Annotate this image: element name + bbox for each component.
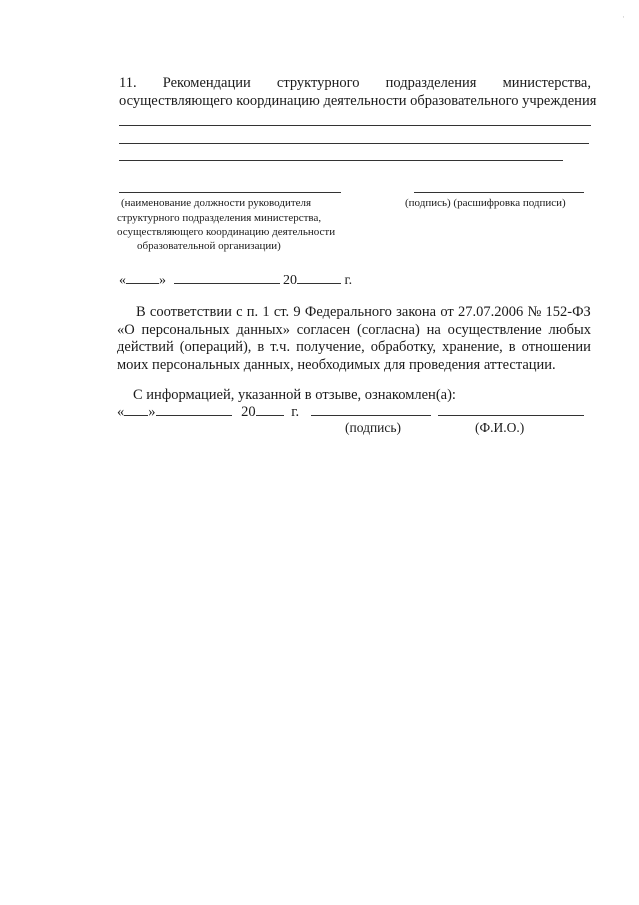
- consent-paragraph: [117, 304, 591, 374]
- consent-word: данных»: [236, 321, 290, 338]
- consent-word: получение,: [296, 339, 365, 355]
- position-caption-3: осуществляющего координацию деятельности: [117, 226, 336, 238]
- consent-word: соответствии: [149, 304, 232, 320]
- consent-word: ст.: [273, 304, 290, 320]
- consent-word: «О: [117, 321, 135, 338]
- consent-word: п.: [246, 304, 259, 320]
- position-caption-1: (наименование должности руководителя: [121, 197, 312, 209]
- date-line: [119, 271, 352, 289]
- consent-word: от: [440, 304, 454, 320]
- year-suffix: г.: [344, 273, 353, 288]
- recommendation-line-2[interactable]: [119, 143, 589, 144]
- ack-name-caption: (Ф.И.О.): [475, 420, 525, 435]
- ack-name-blank[interactable]: [438, 403, 584, 416]
- position-line[interactable]: [119, 192, 341, 193]
- ack-year-blank[interactable]: [256, 403, 284, 416]
- consent-word: закона: [396, 304, 437, 320]
- consent-word: №: [527, 304, 542, 320]
- consent-word: (операций),: [179, 339, 252, 355]
- section-11-heading-line2: осуществляющего координацию деятельности образовательного учреждения: [119, 93, 597, 109]
- open-quote: «: [117, 404, 125, 420]
- signature-line[interactable]: [414, 192, 584, 193]
- consent-word: отношении: [521, 339, 591, 355]
- position-caption-4: образовательной организации): [137, 240, 281, 252]
- consent-word: персональных: [141, 321, 230, 338]
- year-blank[interactable]: [297, 271, 341, 284]
- year-prefix: 20: [283, 273, 297, 288]
- position-caption-2: структурного подразделения министерства,: [117, 212, 322, 224]
- consent-word: хранение,: [442, 339, 503, 355]
- consent-word: 27.07.2006: [457, 304, 524, 320]
- close-quote: »: [148, 404, 156, 420]
- consent-word: согласен: [296, 321, 351, 338]
- consent-word: любых: [548, 321, 591, 338]
- heading-word: Рекомендации: [162, 75, 251, 91]
- consent-word: (согласна): [356, 321, 420, 338]
- consent-word: с: [236, 304, 243, 320]
- ack-sign-caption: (подпись): [345, 420, 402, 435]
- acknowledgment-text: С информацией, указанной в отзыве, ознакомлен(а):: [133, 387, 456, 403]
- heading-word: структурного: [276, 75, 360, 91]
- section-number: 11.: [119, 75, 137, 91]
- consent-word: обработку,: [370, 339, 437, 355]
- sign-caption: (подпись) (расшифровка подписи): [405, 197, 566, 209]
- consent-line-4: моих персональных данных, необходимых для проведения аттестации.: [117, 356, 556, 373]
- consent-word: 1: [262, 304, 270, 320]
- consent-word: действий: [117, 339, 174, 355]
- consent-word: 152-ФЗ: [545, 304, 591, 320]
- heading-word: подразделения: [385, 75, 477, 91]
- consent-line-2: [117, 322, 591, 340]
- consent-word: в: [508, 339, 516, 355]
- recommendation-line-3[interactable]: [119, 160, 563, 161]
- ack-year-suffix: г.: [291, 404, 300, 420]
- consent-line-3: [117, 339, 591, 357]
- consent-word: Федерального: [304, 304, 392, 320]
- consent-word: в: [257, 339, 265, 355]
- ack-year-prefix: 20: [241, 404, 256, 420]
- heading-word: министерства,: [502, 75, 591, 91]
- month-blank[interactable]: [174, 271, 280, 284]
- ack-date-line: [117, 403, 584, 421]
- consent-line-1: [117, 304, 591, 322]
- close-quote: »: [159, 273, 166, 288]
- section-11-heading-line1: [119, 75, 591, 92]
- consent-word: т.ч.: [270, 339, 291, 355]
- ack-day-blank[interactable]: [124, 403, 148, 416]
- consent-word: 9: [293, 304, 301, 320]
- scan-mark: ·: [622, 12, 625, 22]
- consent-word: В: [136, 304, 146, 320]
- recommendation-line-1[interactable]: [119, 125, 591, 126]
- consent-word: на: [426, 321, 441, 338]
- ack-signature-blank[interactable]: [311, 403, 431, 416]
- ack-month-blank[interactable]: [156, 403, 232, 416]
- open-quote: «: [119, 273, 126, 288]
- day-blank[interactable]: [126, 271, 159, 284]
- consent-word: осуществление: [447, 321, 542, 338]
